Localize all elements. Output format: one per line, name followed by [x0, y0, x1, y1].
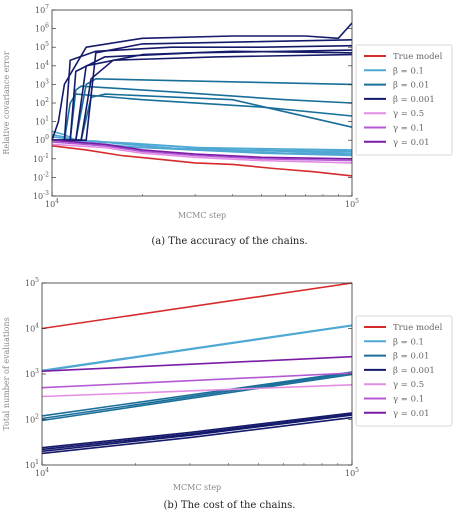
- y-tick-label: $10^1$: [24, 459, 39, 470]
- legend-label: β = 0.01: [393, 351, 430, 362]
- legend-label: β = 0.001: [393, 94, 435, 105]
- series-line-3-4: [52, 55, 352, 141]
- x-axis-label: MCMC step: [172, 483, 222, 492]
- y-tick-label: $10^3$: [24, 368, 39, 379]
- caption-cost: (b) The cost of the chains.: [163, 500, 296, 511]
- x-tick-label: $10^5$: [344, 198, 360, 209]
- legend-label: γ = 0.01: [393, 408, 430, 419]
- y-axis-label: Relative covariance error: [2, 51, 11, 155]
- legend-label: True model: [393, 323, 443, 333]
- legend-label: γ = 0.1: [393, 123, 425, 134]
- x-tick-label: $10^4$: [44, 198, 60, 209]
- series-line-3-1: [42, 418, 352, 454]
- legend-label: γ = 0.01: [393, 137, 430, 148]
- y-tick-label: $10^{-1}$: [32, 152, 49, 164]
- x-axis-label: MCMC step: [177, 211, 227, 220]
- series-line-3-2: [42, 413, 352, 448]
- y-tick-label: $10^5$: [24, 277, 39, 288]
- y-tick-label: $10^{-2}$: [32, 171, 49, 183]
- series-line-3-1: [52, 46, 352, 141]
- legend-label: β = 0.1: [393, 337, 424, 348]
- legend-label: β = 0.001: [393, 365, 435, 376]
- y-axis-label: Total number of evaluations: [2, 317, 11, 431]
- y-tick-label: $10^2$: [24, 413, 39, 425]
- legend-label: γ = 0.5: [393, 380, 425, 391]
- y-tick-label: $10^4$: [24, 322, 39, 334]
- y-tick-label: $10^6$: [34, 22, 49, 34]
- plot-frame: [42, 283, 352, 465]
- series-line-0-0: [42, 283, 352, 329]
- series-line-2-2: [52, 79, 352, 140]
- legend-label: β = 0.01: [393, 80, 430, 91]
- x-tick-label: $10^4$: [34, 467, 50, 478]
- series-line-2-2: [42, 374, 352, 420]
- caption-accuracy: (a) The accuracy of the chains.: [151, 236, 308, 247]
- y-tick-label: $10^0$: [34, 134, 49, 146]
- y-tick-label: $10^4$: [34, 59, 49, 71]
- chart-accuracy: [2, 4, 452, 220]
- legend-label: γ = 0.1: [393, 394, 425, 405]
- y-tick-label: $10^7$: [34, 4, 49, 15]
- y-tick-label: $10^1$: [34, 115, 49, 127]
- y-tick-label: $10^5$: [34, 41, 49, 53]
- y-tick-label: $10^2$: [34, 97, 49, 108]
- y-tick-label: $10^3$: [34, 78, 49, 90]
- series-line-2-1: [52, 86, 352, 140]
- y-tick-label: $10^{-3}$: [32, 190, 49, 201]
- legend-label: β = 0.1: [393, 66, 424, 77]
- chart-cost: [2, 277, 452, 492]
- x-tick-label: $10^5$: [344, 467, 360, 478]
- legend-label: γ = 0.5: [393, 109, 425, 120]
- legend-label: True model: [393, 52, 443, 62]
